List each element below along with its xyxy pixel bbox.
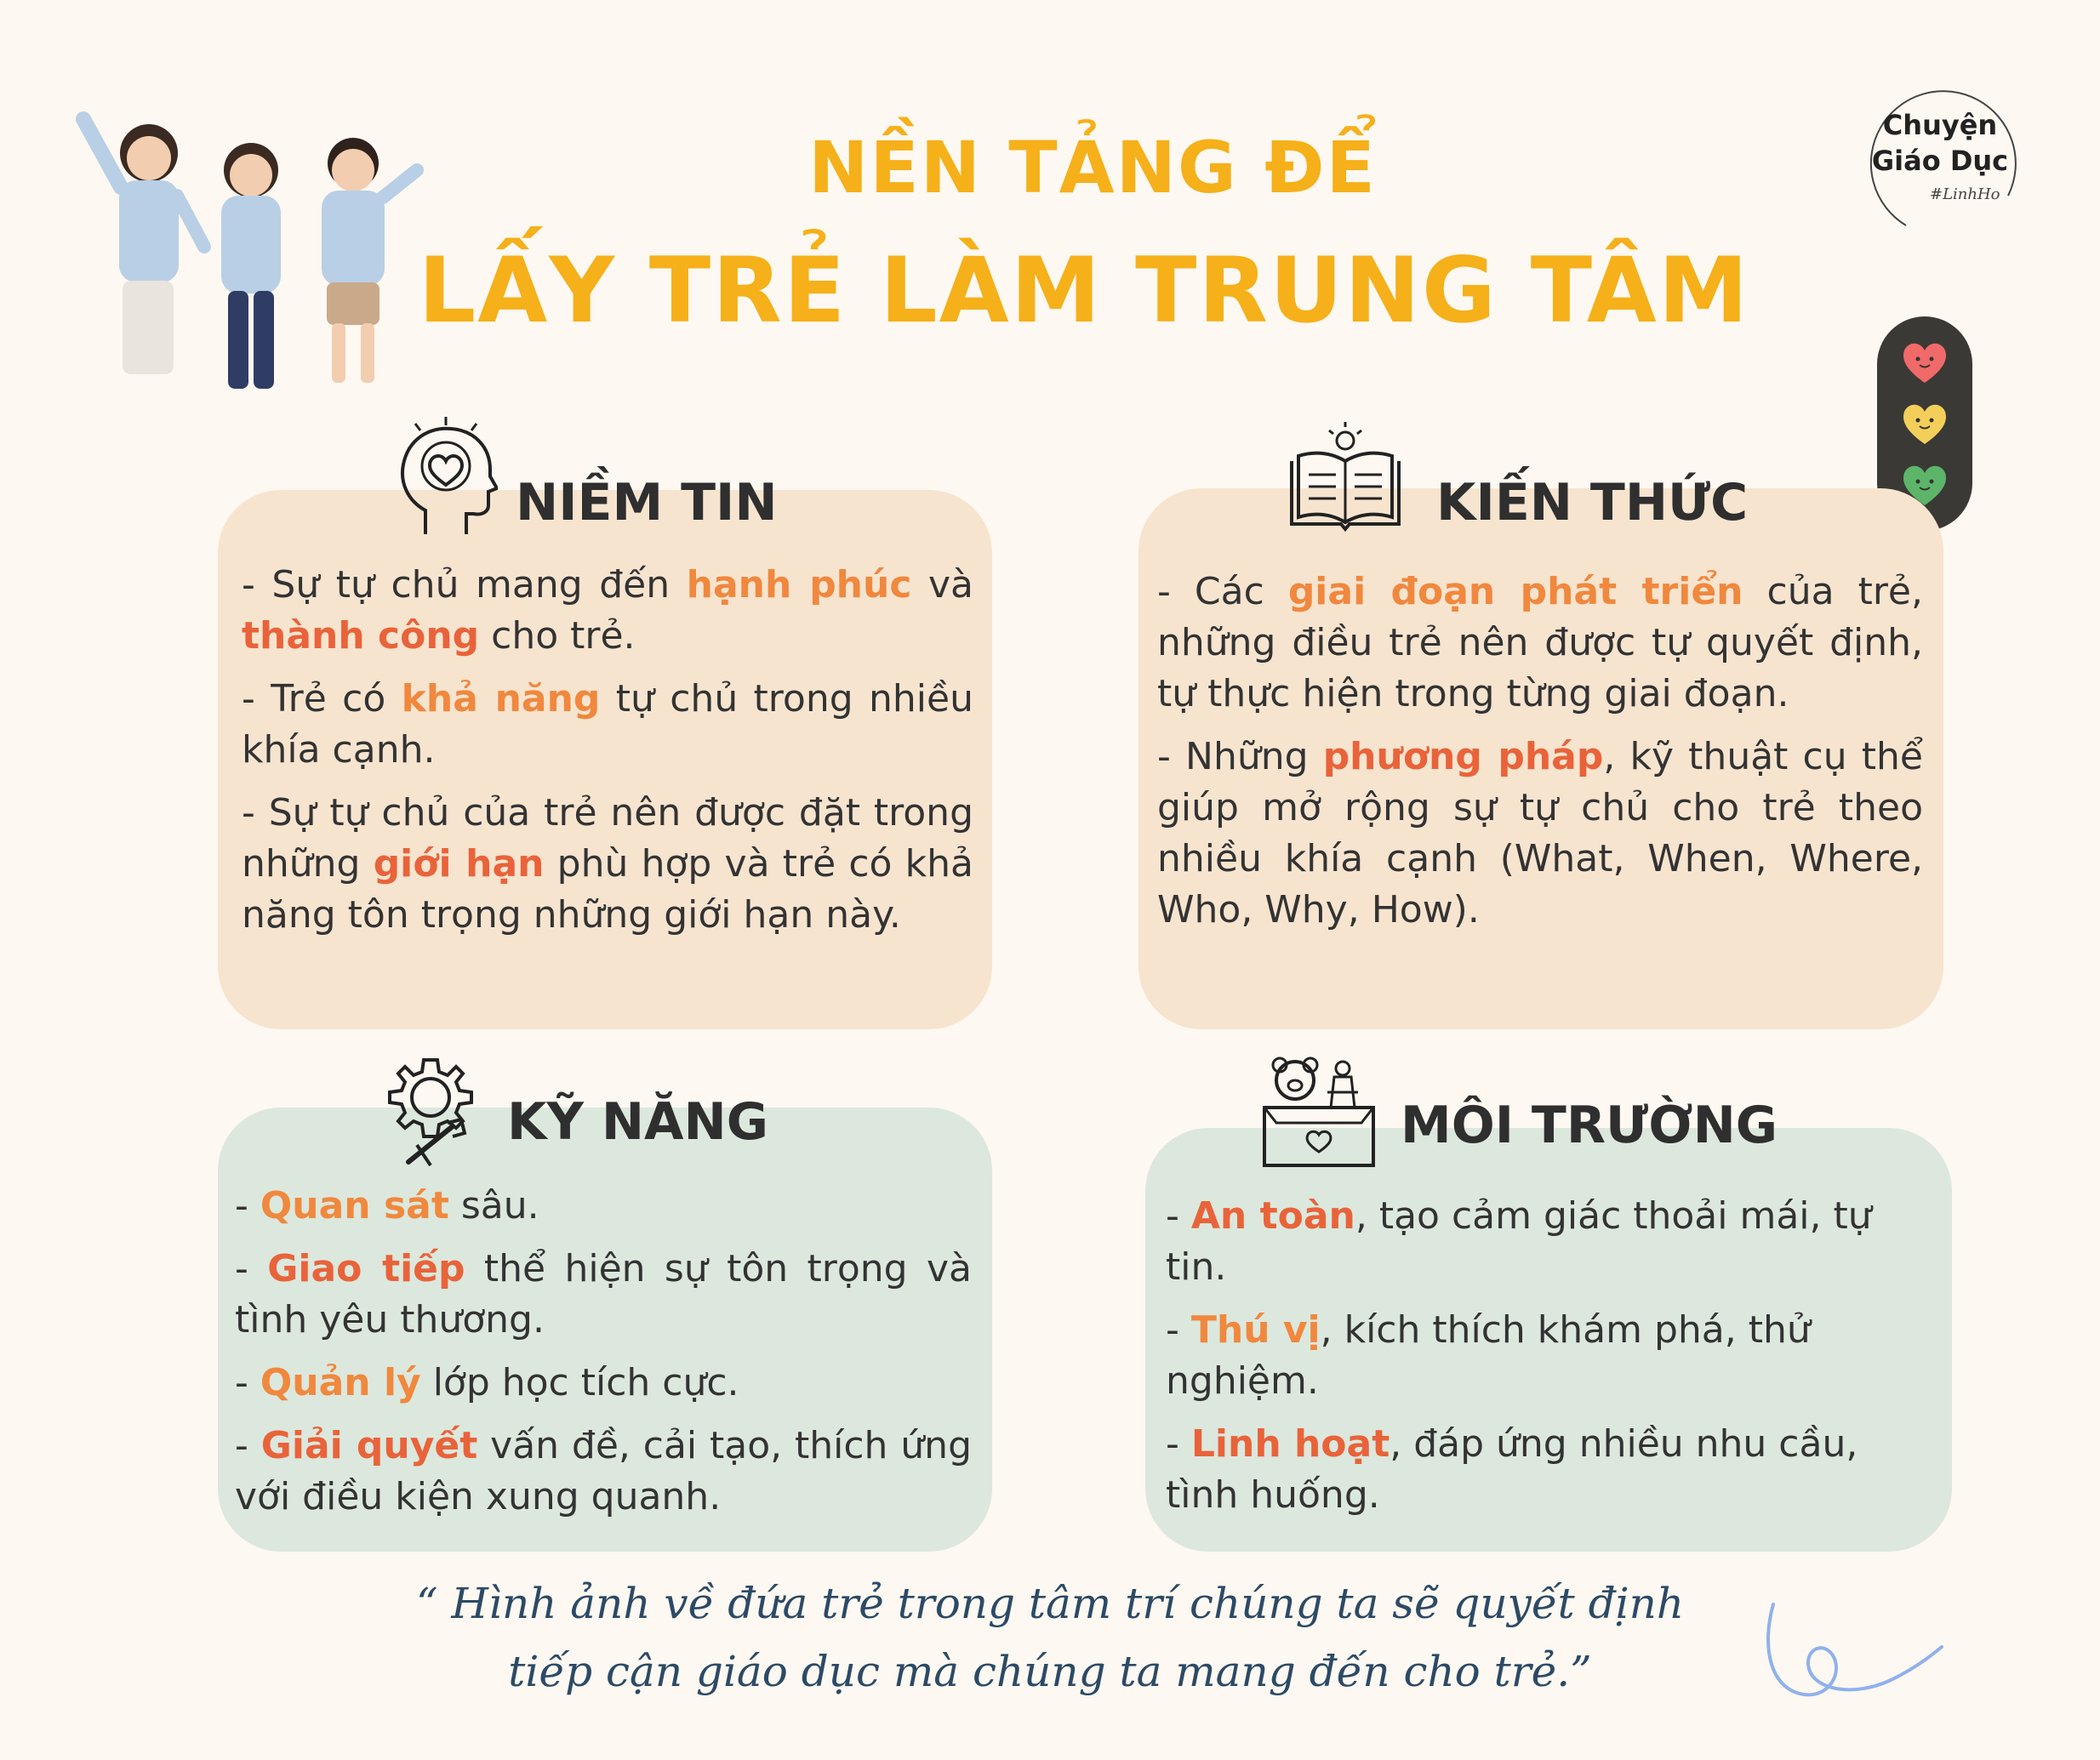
skills-item: - Giao tiếp thể hiện sự tôn trọng và tình yêu thương. [235,1247,972,1341]
environment-item: - Linh hoạt, đáp ứng nhiều nhu cầu, tình huống. [1166,1422,1858,1517]
skills-item: - Quản lý lớp học tích cực. [235,1361,739,1404]
knowledge-item: - Các giai đoạn phát triển của trẻ, những điều trẻ nên được tự quyết định, tự thực hiện trong từng giai đoạn. [1157,570,1923,715]
title-line-1: NỀN TẢNG ĐỂ [808,126,1377,209]
brand-line-2: Giáo Dục [1871,145,2009,177]
skills-heading: KỸ NĂNG [507,1092,768,1152]
environment-text [1166,1191,1932,1533]
belief-item: - Sự tự chủ của trẻ nên được đặt trong những giới hạn phù hợp và trẻ có khả năng tôn trọng những giới hạn này. [242,791,974,937]
belief-text [242,560,973,953]
quote-line-1: “ Hình ảnh về đứa trẻ trong tâm trí chúng ta sẽ quyết định [415,1579,1685,1628]
head-heart-icon [391,415,498,543]
toy-box-icon [1259,1051,1378,1170]
belief-item: - Trẻ có khả năng tự chủ trong nhiều khía cạnh. [242,677,973,772]
brand-line-1: Chuyện [1882,109,1998,141]
environment-item: - An toàn, tạo cảm giác thoải mái, tự tin. [1166,1194,1872,1289]
environment-heading: MÔI TRƯỜNG [1401,1096,1778,1155]
environment-item: - Thú vị, kích thích khám phá, thử nghiệm. [1166,1308,1811,1403]
title-line-2: LẤY TRẺ LÀM TRUNG TÂM [418,238,1750,343]
knowledge-item: - Những phương pháp, kỹ thuật cụ thể giúp mở rộng sự tự chủ cho trẻ theo nhiều khía cạnh (What, When, Where, Who, Why, How). [1157,735,1923,931]
yellow-heart-face-icon [1899,398,1950,449]
skills-text [235,1181,972,1535]
open-book-lightbulb-icon [1287,422,1404,533]
swirl-icon [1761,1596,1949,1706]
knowledge-heading: KIẾN THỨC [1436,473,1749,533]
skills-item: - Quan sát sâu. [235,1184,539,1227]
belief-heading: NIỀM TIN [516,473,778,533]
skills-item: - Giải quyết vấn đề, cải tạo, thích ứng với điều kiện xung quanh. [235,1424,972,1518]
belief-item: - Sự tự chủ mang đến hạnh phúc và thành công cho trẻ. [242,563,973,658]
gear-wrench-icon [383,1055,478,1170]
brand-signature: #LinhHo [1930,185,2000,203]
knowledge-text [1157,567,1923,948]
quote-line-2: tiếp cận giáo dục mà chúng ta mang đến cho trẻ.” [508,1647,1592,1696]
red-heart-face-icon [1899,337,1950,388]
